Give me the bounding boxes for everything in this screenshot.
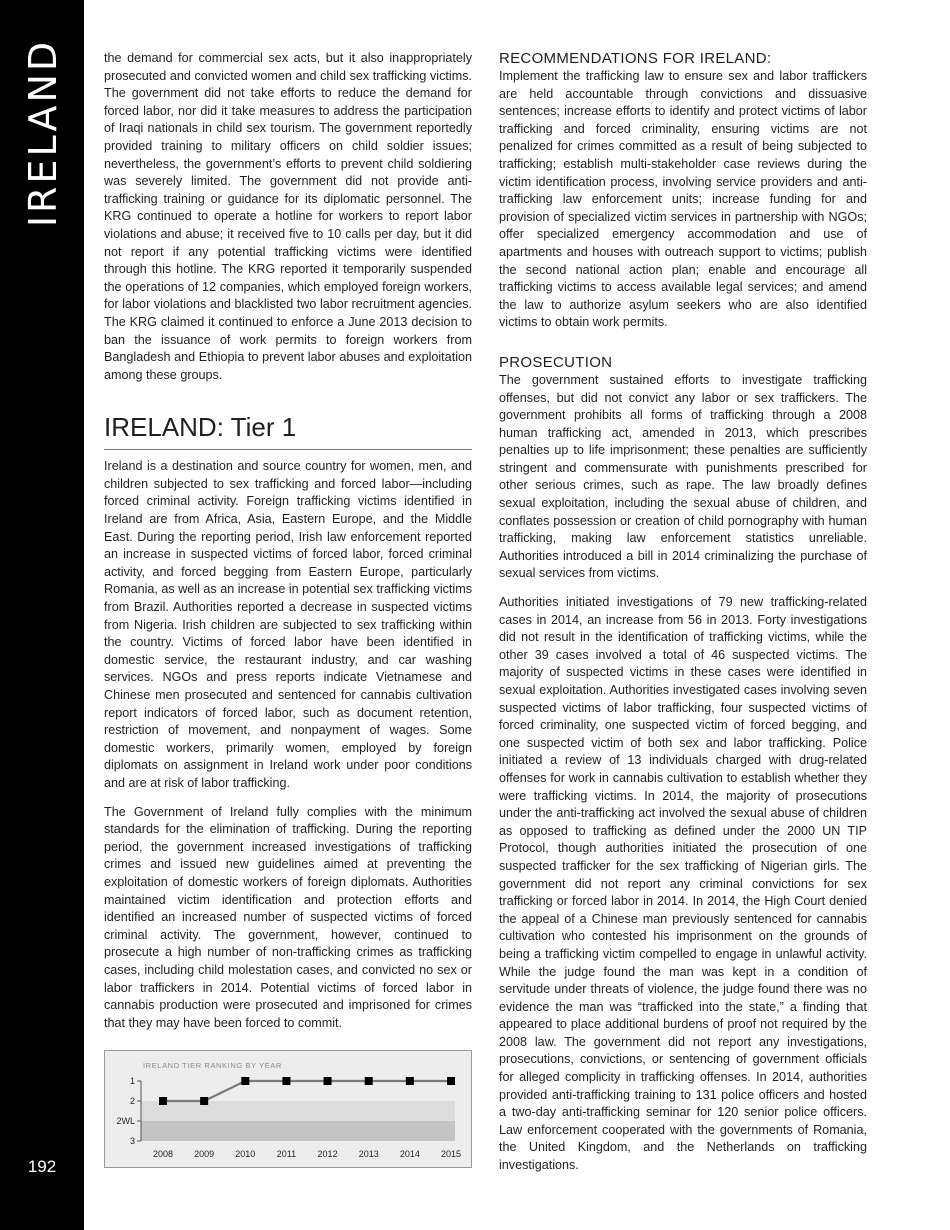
page-number: 192 (27, 1157, 57, 1176)
prosecution-paragraph-1: The government sustained efforts to investigate trafficking offenses, but did not convict any labor or sex traffickers. The government prohibits all forms of trafficking through a 2008 human trafficking act, amended in 2013, which prescribes penalties up to life imprisonment; these penalties are sufficiently stringent and commensurate with punishments prescribed for other serious crimes, such as rape. The law broadly defines sexual exploitation, including the sexual abuse of children, and conflates possession or creation of child pornography with human trafficking, making law enforcement statistics unreliable. Authorities introduced a bill in 2014 criminalizing the purchase of sexual services from victims. (499, 372, 867, 581)
y-tick-label-3: 3 (129, 1136, 135, 1147)
marker-2010 (241, 1077, 249, 1085)
marker-2009 (200, 1097, 208, 1105)
x-tick-label-2009: 2009 (194, 1149, 215, 1160)
marker-2011 (282, 1077, 290, 1085)
government-assessment-paragraph: The Government of Ireland fully complies with the minimum standards for the elimination of trafficking. During the reporting period, the government increased investigations of trafficking crimes and issued new guidelines aimed at preventing the exploitation of domestic workers of foreign diplomats. Authorities maintained victim identification and protection efforts and identified an increased number of suspected victims of forced criminal activity. The government, however, continued to prosecute a high number of non-trafficking crimes as trafficking cases, including child molestation cases, and convicted no sex or labor traffickers in 2014. Potential victims of forced labor in cannabis production were prosecuted and imprisoned for crimes that they may have been forced to commit. (104, 804, 472, 1030)
band-tier-2wl (141, 1101, 455, 1121)
x-tick-label-2008: 2008 (152, 1149, 174, 1160)
tier-ranking-chart-svg (105, 1051, 471, 1167)
marker-2012 (324, 1077, 332, 1085)
recommendations-heading: RECOMMENDATIONS FOR IRELAND: (499, 50, 772, 67)
prosecution-paragraph-2: Authorities initiated investigations of 79 new trafficking-related cases in 2014, an increase from 56 in 2013. Forty investigations did not result in the identification of trafficking victims, while the other 39 cases involved a total of 46 suspected victims. The majority of suspected victims in these cases were identified in sexual exploitation. Authorities investigated cases involving seven suspected victims of labor trafficking, four suspected victims of forced criminality, one suspected victim of forced begging, and one suspected victim of both sex and labor trafficking. Police initiated a review of 13 individuals charged with drug-related offenses for work in cannabis cultivation to establish whether they were trafficking victims. In 2014, the majority of prosecutions under the anti-trafficking act involved the sexual abuse of children as opposed to trafficking as defined under the 2000 UN TIP Protocol, though authorities initiated the prosecution of one suspected trafficker for the sex trafficking of Nigerian girls. The government did not report any criminal convictions for sex trafficking or forced labor in 2014. In 2014, the High Court denied the appeal of a Chinese man previously sentenced for cannabis cultivation who contested his imprisonment on the grounds of being a trafficking victim compelled to engage in unlawful activity. While the judge found the man was kept in a condition of servitude under threats of violence, the judge found there was no evidence the man was “trafficked into the state,” a finding that appeared to place additional burdens of proof not required by the 2008 law. The government did not report any investigations, prosecutions, convictions, or sentencing of government officials for alleged complicity in trafficking offenses. In 2014, authorities provided anti-trafficking training to 131 police officers and hosted a two-day anti-trafficking seminar for 120 senior police officers. Law enforcement cooperated with the governments of Romania, the United Kingdom, and the Netherlands on trafficking investigations. (499, 595, 867, 1173)
intro-paragraph: the demand for commercial sex acts, but it also inappropriately prosecuted and convicted women and child sex trafficking victims. The government did not take efforts to reduce the demand for forced labor, nor did it take measures to address the participation of Iraqi nationals in child sex tourism. The government reportedly provided training to military officers on child soldier issues; nevertheless, the government’s efforts to prevent child soldiering was severely limited. The government did not provide anti-trafficking training or guidance for its diplomatic personnel. The KRG continued to operate a hotline for workers to report labor violations and abuse; it received five to 10 calls per day, but it did not report if any potential trafficking victims were identified through this hotline. The KRG reported it temporarily suspended the operations of 12 companies, which employed foreign workers, for labor violations and blacklisted two labor recruitment agencies. The KRG claimed it continued to enforce a June 2013 decision to ban the issuance of work permits to foreign workers from Bangladesh and Ethiopia to prevent labor abuses and exploitation among these groups. (104, 51, 472, 382)
band-tier-3 (141, 1121, 455, 1141)
x-tick-label-2010: 2010 (235, 1149, 256, 1160)
tier-ranking-chart (104, 1050, 472, 1168)
x-tick-label-2011: 2011 (276, 1149, 297, 1160)
y-tick-label-2wl: 2WL (116, 1116, 135, 1127)
marker-2015 (447, 1077, 455, 1085)
right-column (499, 50, 867, 1186)
y-tick-label-2: 2 (129, 1096, 135, 1107)
prosecution-heading: PROSECUTION (499, 353, 613, 371)
marker-2013 (365, 1077, 373, 1085)
tier-heading: IRELAND: Tier 1 (104, 412, 472, 450)
x-tick-label-2015: 2015 (440, 1149, 462, 1160)
left-column (104, 50, 472, 1168)
chart-title: IRELAND TIER RANKING BY YEAR (143, 1061, 282, 1071)
recommendations-text: Implement the trafficking law to ensure sex and labor traffickers are held accountable through convictions and dissuasive sentences; increase efforts to identify and protect victims of labor trafficking and forced criminality, ensuring victims are not penalized for crimes committed as a result of being subjected to trafficking; establish multi-stakeholder case reviews during the victim identification process, involving service providers and anti-trafficking law enforcement units; increase funding for and provision of specialized victim services in partnership with NGOs; offer specialized emergency accommodation and use of apartments and houses with outreach support to victims; publish the second national action plan; enable and encourage all trafficking victims to access available legal services; and amend the law to authorize asylum seekers who are also identified victims to obtain work permits. (499, 69, 867, 330)
sidebar (0, 0, 84, 1230)
x-tick-label-2014: 2014 (399, 1149, 420, 1160)
marker-2008 (159, 1097, 167, 1105)
marker-2014 (406, 1077, 414, 1085)
country-overview-paragraph: Ireland is a destination and source country for women, men, and children subjected to sex trafficking and forced labor—including forced criminal activity. Foreign trafficking victims identified in Ireland are from Africa, Asia, Eastern Europe, and the Middle East. During the reporting period, Irish law enforcement reported an increase in suspected victims of forced labor, forced criminal activity, and forced begging from Eastern Europe, particularly Romania, as well as an increase in potential sex trafficking victims from Brazil. Authorities reported a decrease in suspected victims from Nigeria. Irish children are subjected to sex trafficking within the country. Victims of forced labor have been identified in domestic service, the restaurant industry, and car washing services. NGOs and press reports indicate Vietnamese and Chinese men prosecuted and sentenced for cannabis cultivation report indicators of forced labor, such as document retention, restriction of movement, and nonpayment of wages. Some domestic workers, primarily women, employed by foreign diplomats on assignment in Ireland work under poor conditions and are at risk of labor trafficking. (104, 459, 472, 790)
y-tick-label-1: 1 (129, 1076, 135, 1087)
x-tick-label-2012: 2012 (317, 1149, 338, 1160)
x-tick-label-2013: 2013 (358, 1149, 379, 1160)
country-side-title: IRELAND (21, 38, 65, 228)
